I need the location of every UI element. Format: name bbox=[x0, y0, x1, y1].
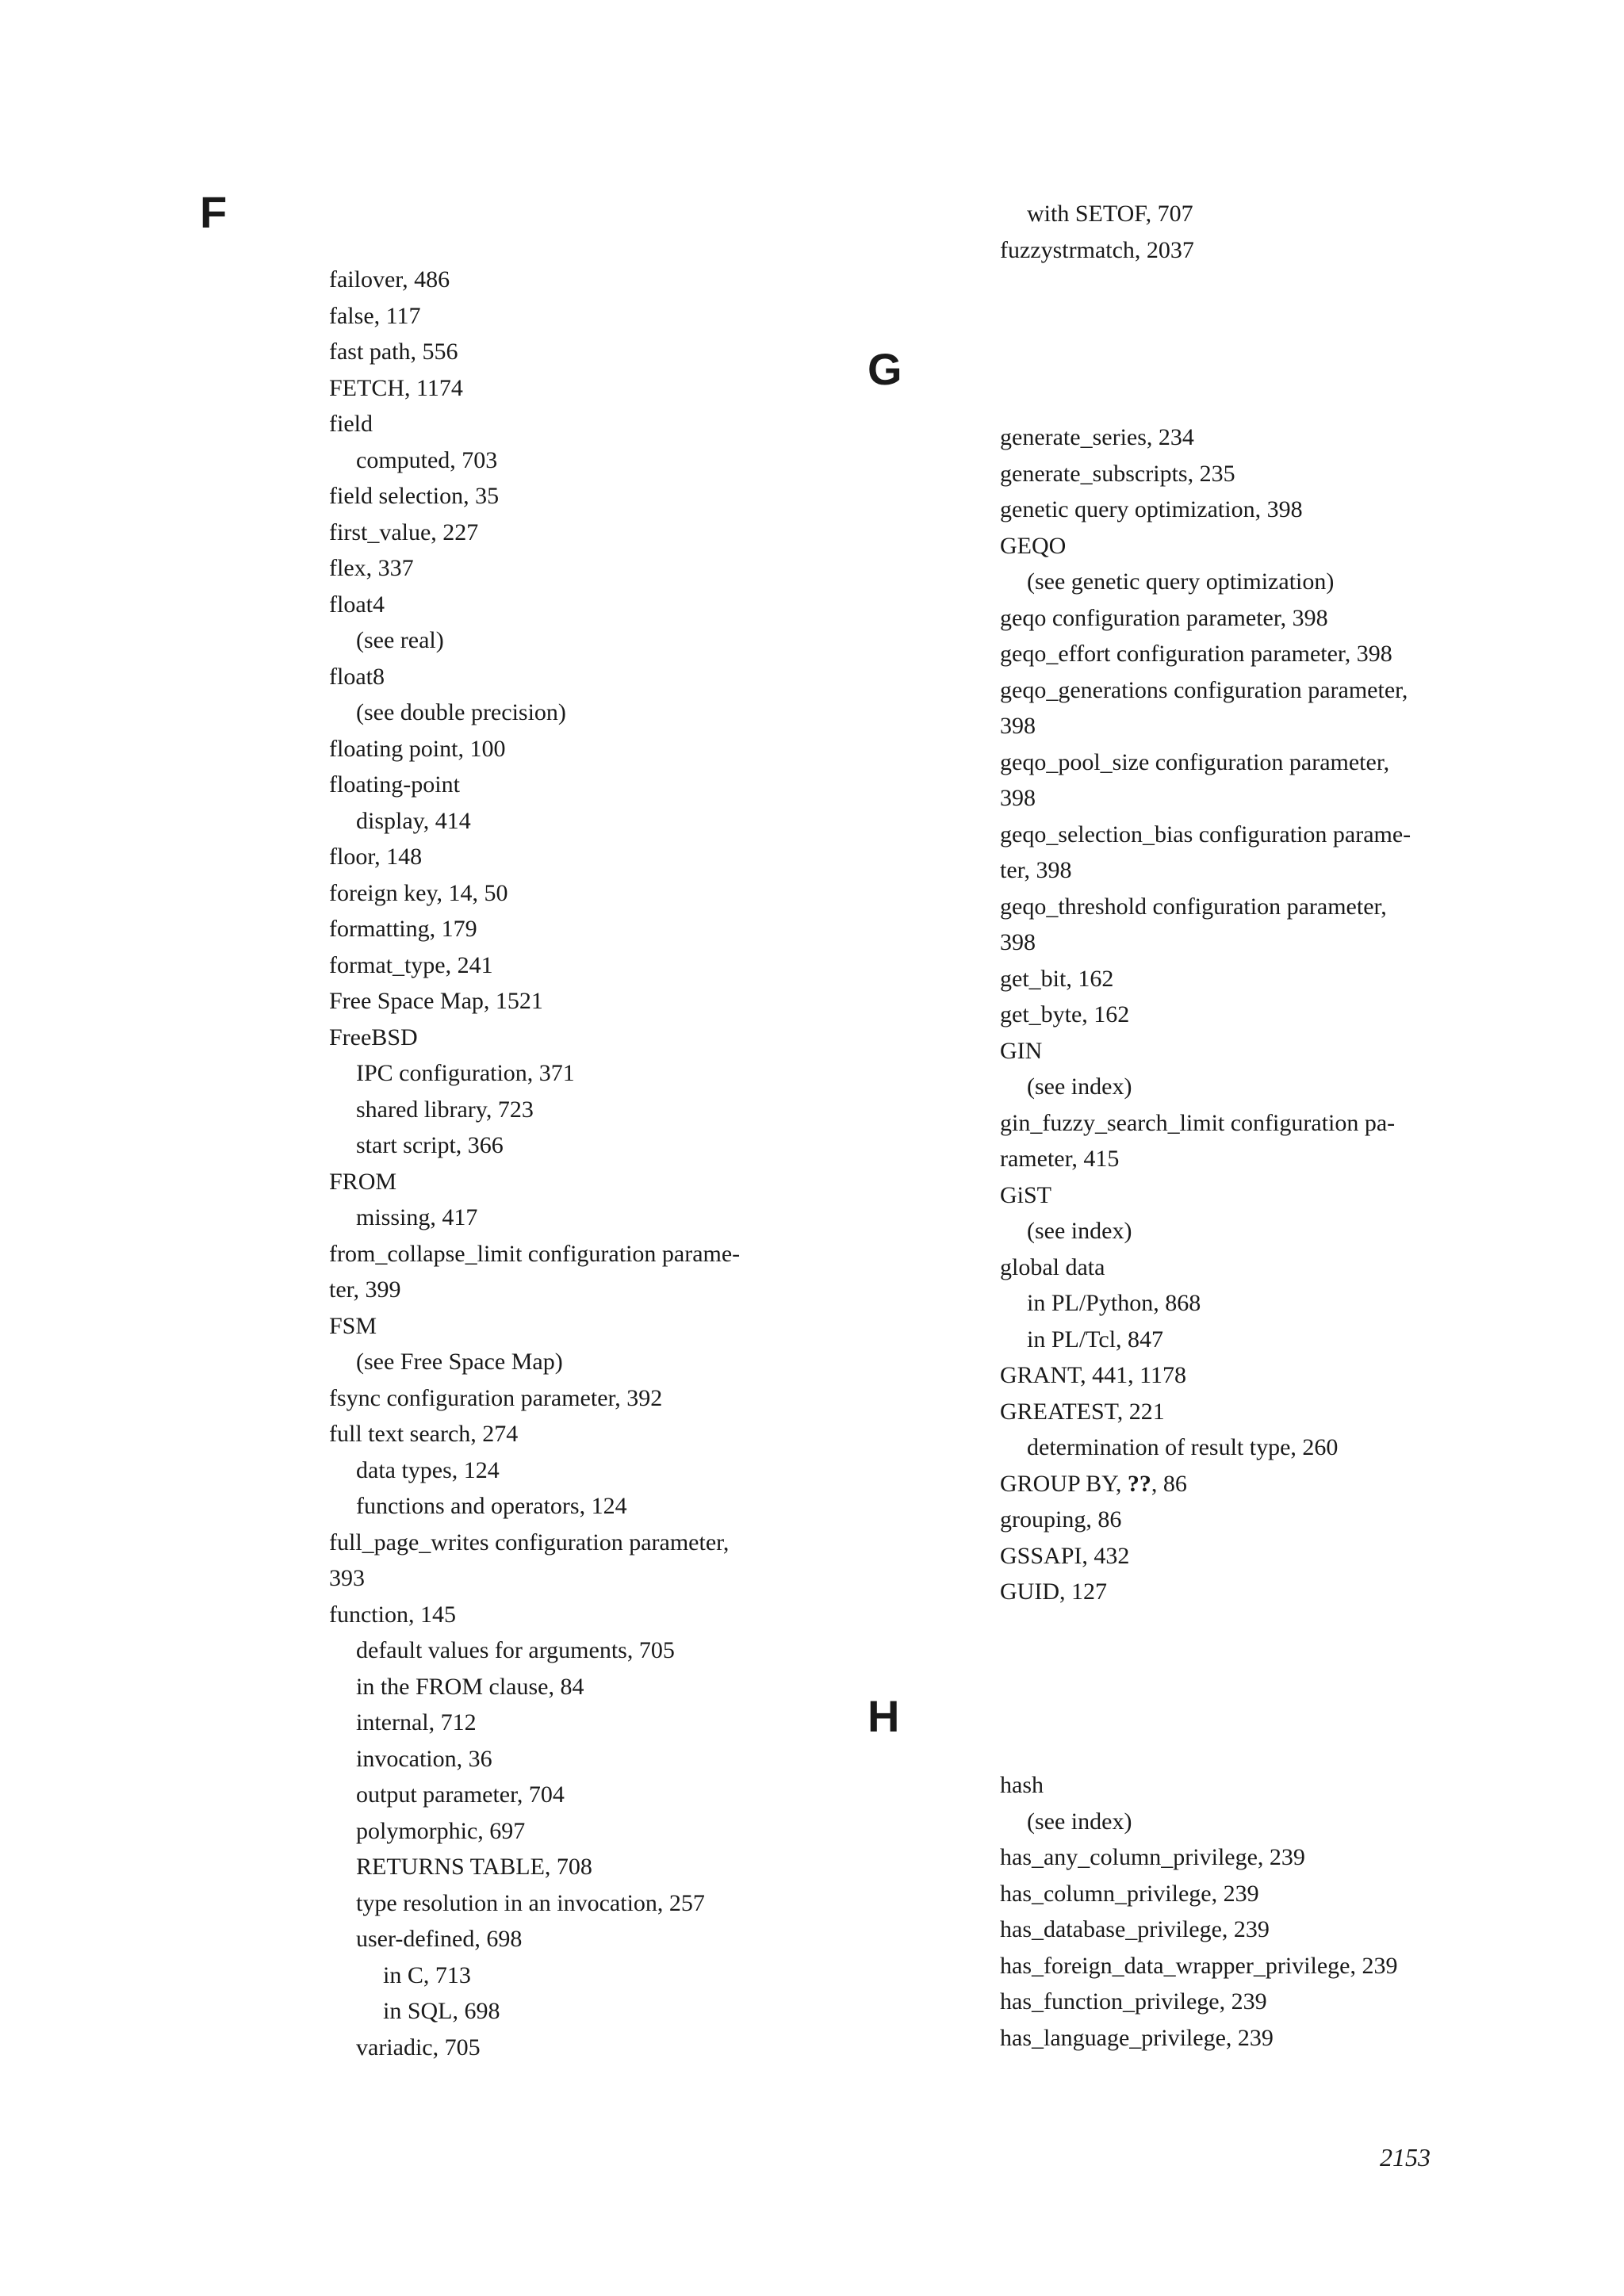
entry-text: GEQO bbox=[1000, 532, 1067, 559]
index-entry bbox=[1000, 419, 1440, 456]
entry-text: internal, 712 bbox=[356, 1709, 477, 1735]
index-entry bbox=[1000, 672, 1440, 709]
entry-text: hash bbox=[1000, 1772, 1044, 1798]
entry-text: geqo_pool_size configuration parameter, bbox=[1000, 748, 1390, 775]
entry-text: has_column_privilege, 239 bbox=[1000, 1880, 1259, 1907]
index-entry bbox=[1000, 1538, 1440, 1575]
entry-text: gin_fuzzy_search_limit configuration pa- bbox=[1000, 1109, 1396, 1136]
index-entry bbox=[1000, 1105, 1440, 1142]
entry-text: missing, 417 bbox=[356, 1204, 478, 1230]
entry-text: geqo_selection_bias configuration parame- bbox=[1000, 821, 1411, 848]
entry-text: generate_subscripts, 235 bbox=[1000, 460, 1235, 487]
entry-text: formatting, 179 bbox=[329, 916, 477, 942]
entry-text: (see double precision) bbox=[356, 699, 566, 725]
entry-text: user-defined, 698 bbox=[356, 1926, 523, 1952]
entry-text: (see index) bbox=[1027, 1808, 1132, 1835]
entry-text: 398 bbox=[1000, 713, 1036, 739]
entry-text: geqo_generations configuration parameter, bbox=[1000, 676, 1408, 703]
entry-text: rameter, 415 bbox=[1000, 1146, 1120, 1172]
entry-text: fast path, 556 bbox=[329, 339, 458, 365]
entry-text: get_bit, 162 bbox=[1000, 965, 1114, 992]
index-entry bbox=[1000, 528, 1440, 564]
entry-text: variadic, 705 bbox=[356, 2034, 481, 2061]
entry-text: has_language_privilege, 239 bbox=[1000, 2024, 1274, 2051]
entry-text-after: , 86 bbox=[1151, 1470, 1187, 1497]
index-entry bbox=[1000, 1984, 1440, 2020]
index-entry bbox=[1000, 1839, 1440, 1876]
index-subentry bbox=[1000, 196, 1440, 232]
index-entry bbox=[1000, 708, 1440, 744]
entry-text: has_database_privilege, 239 bbox=[1000, 1916, 1270, 1942]
index-entry bbox=[1000, 817, 1440, 853]
entry-text: GREATEST, 221 bbox=[1000, 1398, 1165, 1425]
entry-text: functions and operators, 124 bbox=[356, 1493, 627, 1519]
index-list-f-continued bbox=[1000, 196, 1440, 268]
entry-text: format_type, 241 bbox=[329, 951, 493, 978]
index-entry bbox=[1000, 1948, 1440, 1984]
index-entry bbox=[1000, 232, 1440, 269]
entry-text: output parameter, 704 bbox=[356, 1781, 565, 1808]
page-number: 2153 bbox=[1380, 2143, 1431, 2172]
index-entry bbox=[1000, 1466, 1440, 1502]
entry-text: function, 145 bbox=[329, 1601, 456, 1628]
entry-text: FETCH, 1174 bbox=[329, 374, 463, 401]
entry-text: false, 117 bbox=[329, 302, 421, 329]
entry-text: (see real) bbox=[356, 627, 444, 653]
entry-text: in C, 713 bbox=[383, 1961, 471, 1988]
index-entry bbox=[1000, 600, 1440, 637]
entry-text: floating-point bbox=[329, 771, 460, 798]
entry-text: genetic query optimization, 398 bbox=[1000, 496, 1303, 522]
index-subentry bbox=[1000, 1429, 1440, 1466]
index-entry bbox=[1000, 456, 1440, 492]
entry-text: flex, 337 bbox=[329, 555, 414, 581]
entry-text: 398 bbox=[1000, 785, 1036, 811]
index-subentry bbox=[1000, 1285, 1440, 1322]
entry-text: has_foreign_data_wrapper_privilege, 239 bbox=[1000, 1952, 1398, 1979]
entry-text: FSM bbox=[329, 1312, 377, 1339]
entry-text: FROM bbox=[329, 1168, 397, 1195]
entry-text: 398 bbox=[1000, 929, 1036, 955]
index-entry bbox=[1000, 1249, 1440, 1286]
entry-text: fsync configuration parameter, 392 bbox=[329, 1384, 663, 1411]
entry-text: 393 bbox=[329, 1565, 365, 1591]
entry-text: determination of result type, 260 bbox=[1027, 1434, 1339, 1460]
entry-text: ter, 399 bbox=[329, 1276, 401, 1303]
index-subentry bbox=[1000, 1322, 1440, 1358]
index-subentry bbox=[1000, 1069, 1440, 1105]
entry-text: full text search, 274 bbox=[329, 1421, 519, 1447]
entry-text: float8 bbox=[329, 663, 385, 690]
index-entry bbox=[1000, 889, 1440, 925]
index-entry bbox=[1000, 1033, 1440, 1070]
entry-text: geqo_effort configuration parameter, 398 bbox=[1000, 641, 1392, 667]
index-entry bbox=[1000, 1911, 1440, 1948]
entry-text: display, 414 bbox=[356, 807, 471, 834]
entry-text: geqo_threshold configuration parameter, bbox=[1000, 893, 1387, 920]
entry-text: grouping, 86 bbox=[1000, 1506, 1122, 1533]
entry-text: (see index) bbox=[1027, 1218, 1132, 1244]
entry-text: global data bbox=[1000, 1253, 1105, 1280]
index-entry bbox=[1000, 924, 1440, 961]
entry-text: from_collapse_limit configuration parame- bbox=[329, 1240, 741, 1267]
index-entry bbox=[1000, 492, 1440, 528]
entry-text: type resolution in an invocation, 257 bbox=[356, 1889, 705, 1916]
entry-text: full_page_writes configuration parameter, bbox=[329, 1529, 730, 1556]
entry-text: floating point, 100 bbox=[329, 735, 506, 762]
entry-text: GIN bbox=[1000, 1037, 1043, 1064]
entry-text: GRANT, 441, 1178 bbox=[1000, 1362, 1186, 1388]
entry-text: (see Free Space Map) bbox=[356, 1349, 563, 1375]
entry-text: RETURNS TABLE, 708 bbox=[356, 1854, 592, 1880]
entry-text: field bbox=[329, 411, 373, 437]
entry-text: in PL/Python, 868 bbox=[1027, 1290, 1201, 1316]
entry-text: invocation, 36 bbox=[356, 1745, 492, 1772]
index-entry bbox=[1000, 961, 1440, 997]
entry-text: float4 bbox=[329, 591, 385, 618]
entry-text: (see index) bbox=[1027, 1073, 1132, 1100]
entry-text: IPC configuration, 371 bbox=[356, 1060, 575, 1086]
entry-text: foreign key, 14, 50 bbox=[329, 879, 508, 906]
entry-text: get_byte, 162 bbox=[1000, 1001, 1130, 1027]
index-entry bbox=[1000, 1767, 1440, 1804]
index-entry bbox=[1000, 852, 1440, 889]
index-entry bbox=[1000, 1876, 1440, 1912]
entry-text: start script, 366 bbox=[356, 1132, 504, 1158]
entry-text: failover, 486 bbox=[329, 266, 450, 293]
entry-text: floor, 148 bbox=[329, 844, 423, 870]
entry-text: GUID, 127 bbox=[1000, 1578, 1107, 1605]
entry-text: with SETOF, 707 bbox=[1027, 201, 1193, 227]
entry-text: (see genetic query optimization) bbox=[1027, 568, 1335, 595]
index-subentry bbox=[1000, 1804, 1440, 1840]
entry-text: has_any_column_privilege, 239 bbox=[1000, 1844, 1305, 1870]
entry-text: in SQL, 698 bbox=[383, 1998, 500, 2024]
entry-text: field selection, 35 bbox=[329, 483, 500, 509]
index-entry bbox=[1000, 636, 1440, 672]
section-letter-h: H bbox=[868, 1691, 900, 1741]
entry-text: FreeBSD bbox=[329, 1024, 418, 1050]
section-letter-g: G bbox=[868, 344, 902, 394]
index-subentry bbox=[1000, 1213, 1440, 1249]
entry-text: first_value, 227 bbox=[329, 519, 479, 545]
entry-text: GSSAPI, 432 bbox=[1000, 1542, 1130, 1569]
entry-unresolved-ref: ?? bbox=[1127, 1470, 1151, 1497]
index-list-g bbox=[1000, 419, 1440, 1610]
entry-text: GROUP BY, bbox=[1000, 1470, 1128, 1497]
entry-text: default values for arguments, 705 bbox=[356, 1637, 675, 1663]
entry-text: fuzzystrmatch, 2037 bbox=[1000, 236, 1194, 263]
index-entry bbox=[1000, 744, 1440, 781]
entry-text: computed, 703 bbox=[356, 446, 498, 473]
index-list-h bbox=[1000, 1767, 1440, 2056]
entry-text: has_function_privilege, 239 bbox=[1000, 1988, 1267, 2015]
section-letter-f: F bbox=[200, 187, 228, 237]
index-entry bbox=[1000, 1394, 1440, 1430]
index-entry bbox=[1000, 1177, 1440, 1214]
entry-text: GiST bbox=[1000, 1181, 1052, 1208]
entry-text: generate_series, 234 bbox=[1000, 424, 1194, 450]
entry-text: shared library, 723 bbox=[356, 1096, 534, 1123]
index-entry bbox=[1000, 780, 1440, 817]
index-subentry bbox=[1000, 564, 1440, 600]
entry-text: data types, 124 bbox=[356, 1456, 500, 1483]
index-entry bbox=[1000, 1357, 1440, 1394]
index-entry bbox=[1000, 2020, 1440, 2057]
entry-text: geqo configuration parameter, 398 bbox=[1000, 604, 1328, 631]
index-entry bbox=[1000, 1574, 1440, 1610]
index-entry bbox=[1000, 997, 1440, 1033]
index-entry bbox=[1000, 1141, 1440, 1177]
entry-text: polymorphic, 697 bbox=[356, 1817, 526, 1844]
entry-text: Free Space Map, 1521 bbox=[329, 988, 543, 1014]
entry-text: in the FROM clause, 84 bbox=[356, 1673, 584, 1700]
entry-text: ter, 398 bbox=[1000, 857, 1072, 883]
index-entry bbox=[1000, 1502, 1440, 1538]
entry-text: in PL/Tcl, 847 bbox=[1027, 1326, 1164, 1353]
